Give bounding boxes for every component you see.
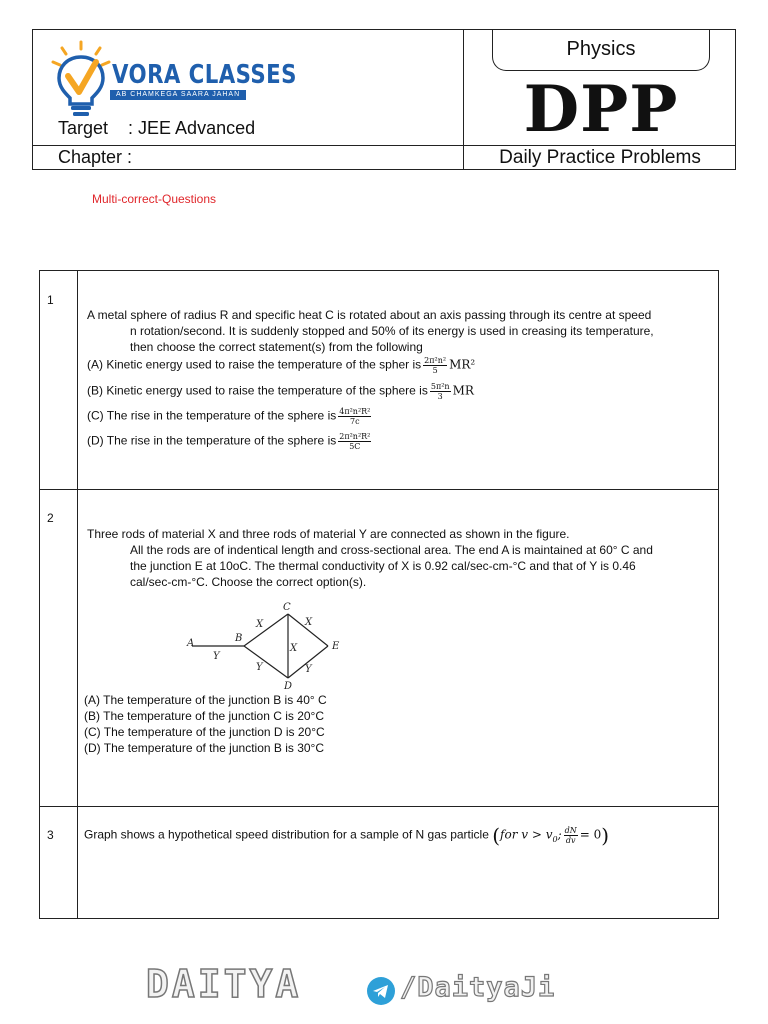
question-number: 1 xyxy=(47,293,54,307)
q1-text-line3: then choose the correct statement(s) from the following xyxy=(130,340,423,354)
q3-condition: for v > v xyxy=(500,827,553,842)
rod-network-diagram xyxy=(180,598,350,690)
chapter-label: Chapter : xyxy=(58,147,133,167)
q1-option-a-fraction: $\frac{\text{2π²n²}}{5}$ xyxy=(424,356,447,375)
node-a-label: A xyxy=(187,638,195,649)
q1-option-b-text: (B) Kinetic energy used to raise the temperature of the sphere is xyxy=(87,383,428,398)
q1-option-a xyxy=(87,356,475,375)
question-number-column xyxy=(77,270,78,919)
q2-text-line3: the junction E at 10oC. The thermal conductivity of X is 0.92 cal/sec-cm-°C and that of Y is 0.46 xyxy=(130,559,636,573)
question-number: 3 xyxy=(47,828,54,842)
q2-option-b: (B) The temperature of the junction C is 20°C xyxy=(84,709,325,723)
telegram-icon xyxy=(366,976,396,1006)
q3-text: Graph shows a hypothetical speed distribution for a sample of N gas particle (for $v > v_0$; $\frac{dN}{dv}$ = 0) xyxy=(84,823,610,848)
q1-text-line2: n rotation/second. It is suddenly stopped and 50% of its energy is used in creasing its temperature, xyxy=(130,324,654,338)
q3-text-main: Graph shows a hypothetical speed distribution for a sample of N gas particle xyxy=(84,827,489,842)
node-b-label: B xyxy=(235,633,243,644)
q1-option-a-tail: MR² xyxy=(449,357,476,372)
rod-ab-label: Y xyxy=(213,651,220,662)
q2-text-line2: All the rods are of indentical length and cross-sectional area. The end A is maintained at 60° C and xyxy=(130,543,653,557)
rod-bd-label: Y xyxy=(256,662,263,673)
dpp-subtitle: Daily Practice Problems xyxy=(499,147,701,168)
dpp-title: DPP xyxy=(523,72,679,147)
watermark-telegram-handle: /DaityaJi xyxy=(400,972,556,1003)
brand-tagline: AB CHAMKEGA SAARA JAHAN xyxy=(110,90,246,100)
row-divider xyxy=(39,489,719,490)
q2-option-d: (D) The temperature of the junction B is 30°C xyxy=(84,741,325,755)
section-title: Multi-correct-Questions xyxy=(92,192,217,206)
watermark-name: DAITYA xyxy=(146,962,302,1006)
q1-option-b xyxy=(87,382,474,401)
q1-option-a-text: (A) Kinetic energy used to raise the temperature of the spher is xyxy=(87,357,422,372)
q1-text-line1: A metal sphere of radius R and specific heat C is rotated about an axis passing through its centre at speed xyxy=(87,308,652,322)
logo-bulb-icon xyxy=(50,40,112,118)
rod-cd-label: X xyxy=(290,643,298,654)
q2-option-a: (A) The temperature of the junction B is 40° C xyxy=(84,693,327,707)
q2-text-line1: Three rods of material X and three rods of material Y are connected as shown in the figure. xyxy=(87,527,570,541)
q1-option-d-fraction: $\frac{\text{2π²n²R²}}{5C}$ xyxy=(339,432,371,451)
row-divider xyxy=(39,806,719,807)
q1-option-c-text: (C) The rise in the temperature of the sphere is xyxy=(87,408,337,423)
rod-bc xyxy=(244,614,288,646)
rod-bc-label: X xyxy=(256,619,264,630)
node-e-label: E xyxy=(332,641,340,652)
q2-option-c: (C) The temperature of the junction D is 20°C xyxy=(84,725,325,739)
q2-text-line4: cal/sec-cm-°C. Choose the correct option(s). xyxy=(130,575,367,589)
brand-name: VORA CLASSES xyxy=(112,60,297,90)
q1-option-b-tail: MR xyxy=(452,383,474,398)
subject-label: Physics xyxy=(492,29,710,71)
rod-de-label: Y xyxy=(305,664,312,675)
q1-option-c xyxy=(87,407,373,426)
rod-bd xyxy=(244,646,288,678)
node-c-label: C xyxy=(283,602,291,613)
q1-option-c-fraction: $\frac{\text{4π²n²R²}}{7c}$ xyxy=(339,407,371,426)
q1-option-d-text: (D) The rise in the temperature of the sphere is xyxy=(87,433,337,448)
rod-ce-label: X xyxy=(305,617,313,628)
q3-fraction: $\frac{dN}{dv}$ xyxy=(564,826,577,845)
question-number: 2 xyxy=(47,511,54,525)
q1-option-d xyxy=(87,432,373,451)
node-d-label: D xyxy=(284,681,293,690)
q1-option-b-fraction: $\frac{\text{5π²n}}{3}$ xyxy=(430,382,450,401)
target-label: Target : JEE Advanced xyxy=(58,118,256,138)
header-divider-vertical xyxy=(463,29,464,170)
